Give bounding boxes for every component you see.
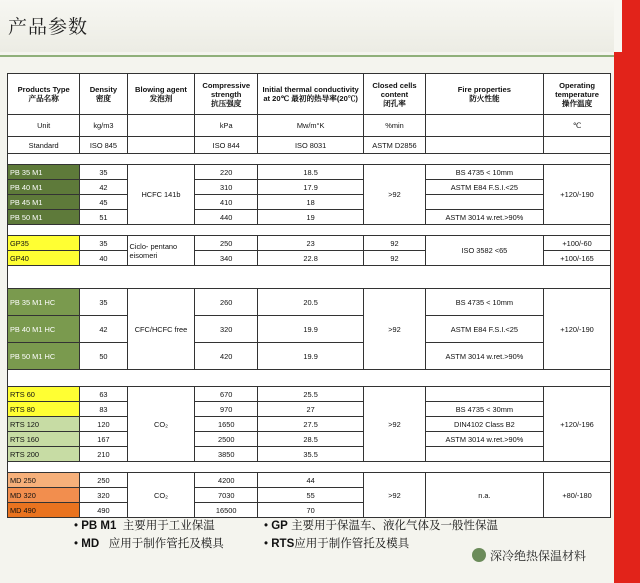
closed-cells: >92 bbox=[364, 387, 425, 462]
density: 35 bbox=[80, 236, 127, 251]
fire bbox=[425, 387, 543, 402]
legend-code: MD bbox=[81, 538, 100, 550]
thermal: 22.8 bbox=[257, 251, 363, 266]
thermal: 17.9 bbox=[257, 180, 363, 195]
page-title: 产品参数 bbox=[8, 16, 89, 38]
compressive: 420 bbox=[195, 343, 257, 370]
legend-desc: 主要用于工业保温 bbox=[122, 520, 215, 532]
thermal: 20.5 bbox=[257, 289, 363, 316]
closed-cells: >92 bbox=[364, 473, 425, 518]
unit-cell bbox=[127, 115, 195, 137]
legend-code: PB M1 bbox=[81, 520, 117, 532]
density: 42 bbox=[80, 316, 127, 343]
standard-cell bbox=[544, 137, 611, 154]
unit-cell: kg/m3 bbox=[80, 115, 127, 137]
unit-cell: Unit bbox=[8, 115, 80, 137]
operating-temp: +80/-180 bbox=[544, 473, 611, 518]
fire: ASTM 3014 w.ret.>90% bbox=[425, 210, 543, 225]
product-name: RTS 60 bbox=[8, 387, 80, 402]
thermal: 19.9 bbox=[257, 343, 363, 370]
product-name: MD 320 bbox=[8, 488, 80, 503]
fire: n.a. bbox=[425, 473, 543, 518]
density: 51 bbox=[80, 210, 127, 225]
thermal: 44 bbox=[257, 473, 363, 488]
product-name: RTS 120 bbox=[8, 417, 80, 432]
density: 35 bbox=[80, 289, 127, 316]
compressive: 16500 bbox=[195, 503, 257, 518]
unit-cell: %min bbox=[364, 115, 425, 137]
compressive: 2500 bbox=[195, 432, 257, 447]
legend-code: GP bbox=[271, 520, 288, 532]
blowing-agent: Ciclo- pentano eisomeri bbox=[127, 236, 195, 266]
unit-cell: Mw/m°K bbox=[257, 115, 363, 137]
thermal: 27.5 bbox=[257, 417, 363, 432]
fire: BS 4735 < 30mm bbox=[425, 402, 543, 417]
fire: ASTM 3014 w.ret.>90% bbox=[425, 343, 543, 370]
product-name: MD 490 bbox=[8, 503, 80, 518]
density: 45 bbox=[80, 195, 127, 210]
product-name: RTS 80 bbox=[8, 402, 80, 417]
spacer-row bbox=[8, 154, 611, 165]
blowing-agent: CFC/HCFC free bbox=[127, 289, 195, 370]
thermal: 18.5 bbox=[257, 165, 363, 180]
header-bar bbox=[0, 0, 614, 52]
density: 320 bbox=[80, 488, 127, 503]
header-fire: Fire properties 防火性能 bbox=[425, 74, 543, 115]
operating-temp: +100/-165 bbox=[544, 251, 611, 266]
standard-cell bbox=[425, 137, 543, 154]
fire: ISO 3582 <65 bbox=[425, 236, 543, 266]
operating-temp: +120/-190 bbox=[544, 289, 611, 370]
unit-cell bbox=[425, 115, 543, 137]
thermal: 35.5 bbox=[257, 447, 363, 462]
density: 63 bbox=[80, 387, 127, 402]
product-name: PB 35 M1 HC bbox=[8, 289, 80, 316]
closed-cells: 92 bbox=[364, 251, 425, 266]
unit-cell: ℃ bbox=[544, 115, 611, 137]
red-side-bar bbox=[614, 0, 640, 583]
thermal: 55 bbox=[257, 488, 363, 503]
header-thermal: Initial thermal conductivity at 20℃ 最初的热导率(20℃) bbox=[257, 74, 363, 115]
fire: ASTM E84 F.S.I.<25 bbox=[425, 316, 543, 343]
fire: BS 4735 < 10mm bbox=[425, 289, 543, 316]
spacer-row bbox=[8, 370, 611, 387]
header-divider bbox=[0, 55, 614, 57]
standard-cell: Standard bbox=[8, 137, 80, 154]
product-name: RTS 160 bbox=[8, 432, 80, 447]
density: 42 bbox=[80, 180, 127, 195]
watermark-text: 深冷绝热保温材料 bbox=[490, 549, 587, 563]
thermal: 70 bbox=[257, 503, 363, 518]
header-closed-cells: Closed cells content 闭孔率 bbox=[364, 74, 425, 115]
legend-desc: 应用于制作管托及模具 bbox=[108, 538, 224, 550]
density: 40 bbox=[80, 251, 127, 266]
watermark bbox=[472, 547, 586, 564]
header-temperature: Operating temperature 操作温度 bbox=[544, 74, 611, 115]
thermal: 18 bbox=[257, 195, 363, 210]
standard-cell: ISO 8031 bbox=[257, 137, 363, 154]
product-name: GP35 bbox=[8, 236, 80, 251]
operating-temp: +100/-60 bbox=[544, 236, 611, 251]
legend-code: RTS bbox=[271, 538, 295, 550]
compressive: 260 bbox=[195, 289, 257, 316]
thermal: 28.5 bbox=[257, 432, 363, 447]
thermal: 25.5 bbox=[257, 387, 363, 402]
compressive: 3850 bbox=[195, 447, 257, 462]
fire: DIN4102 Class B2 bbox=[425, 417, 543, 432]
spacer-row bbox=[8, 266, 611, 289]
standard-cell bbox=[127, 137, 195, 154]
operating-temp: +120/-190 bbox=[544, 165, 611, 225]
product-name: PB 40 M1 HC bbox=[8, 316, 80, 343]
wechat-icon bbox=[472, 548, 486, 562]
product-name: PB 50 M1 HC bbox=[8, 343, 80, 370]
density: 490 bbox=[80, 503, 127, 518]
header-blowing-agent: Blowing agent 发泡剂 bbox=[127, 74, 195, 115]
density: 35 bbox=[80, 165, 127, 180]
product-name: PB 40 M1 bbox=[8, 180, 80, 195]
compressive: 7030 bbox=[195, 488, 257, 503]
closed-cells: >92 bbox=[364, 165, 425, 225]
density: 120 bbox=[80, 417, 127, 432]
product-name: GP40 bbox=[8, 251, 80, 266]
product-name: PB 35 M1 bbox=[8, 165, 80, 180]
density: 167 bbox=[80, 432, 127, 447]
fire: ASTM 3014 w.ret.>90% bbox=[425, 432, 543, 447]
spacer-row bbox=[8, 462, 611, 473]
product-name: MD 250 bbox=[8, 473, 80, 488]
compressive: 220 bbox=[195, 165, 257, 180]
product-table bbox=[7, 73, 611, 518]
fire bbox=[425, 195, 543, 210]
standard-cell: ISO 844 bbox=[195, 137, 257, 154]
legend-desc: 主要用于保温车、液化气体及一般性保温 bbox=[291, 520, 499, 532]
density: 210 bbox=[80, 447, 127, 462]
compressive: 340 bbox=[195, 251, 257, 266]
compressive: 250 bbox=[195, 236, 257, 251]
compressive: 410 bbox=[195, 195, 257, 210]
header-density: Density 密度 bbox=[80, 74, 127, 115]
standard-cell: ASTM D2856 bbox=[364, 137, 425, 154]
unit-cell: kPa bbox=[195, 115, 257, 137]
closed-cells: 92 bbox=[364, 236, 425, 251]
legend-desc: 应用于制作管托及模具 bbox=[294, 538, 410, 550]
fire: BS 4735 < 10mm bbox=[425, 165, 543, 180]
compressive: 440 bbox=[195, 210, 257, 225]
closed-cells: >92 bbox=[364, 289, 425, 370]
fire: ASTM E84 F.S.I.<25 bbox=[425, 180, 543, 195]
blowing-agent: CO₂ bbox=[127, 387, 195, 462]
blowing-agent: CO₂ bbox=[127, 473, 195, 518]
fire bbox=[425, 447, 543, 462]
thermal: 19 bbox=[257, 210, 363, 225]
density: 83 bbox=[80, 402, 127, 417]
header-compressive: Compressive strength 抗压强度 bbox=[195, 74, 257, 115]
product-name: RTS 200 bbox=[8, 447, 80, 462]
compressive: 670 bbox=[195, 387, 257, 402]
legend: • PB M1 主要用于工业保温 • GP 主要用于保温车、液化气体及一般性保温 • MD 应用于制作管托及模具 • RTS应用于制作管托及模具 bbox=[74, 520, 499, 550]
thermal: 19.9 bbox=[257, 316, 363, 343]
thermal: 23 bbox=[257, 236, 363, 251]
density: 250 bbox=[80, 473, 127, 488]
compressive: 1650 bbox=[195, 417, 257, 432]
standard-cell: ISO 845 bbox=[80, 137, 127, 154]
operating-temp: +120/-196 bbox=[544, 387, 611, 462]
product-name: PB 50 M1 bbox=[8, 210, 80, 225]
compressive: 320 bbox=[195, 316, 257, 343]
compressive: 4200 bbox=[195, 473, 257, 488]
spacer-row bbox=[8, 225, 611, 236]
density: 50 bbox=[80, 343, 127, 370]
compressive: 970 bbox=[195, 402, 257, 417]
compressive: 310 bbox=[195, 180, 257, 195]
product-name: PB 45 M1 bbox=[8, 195, 80, 210]
header-products-type: Products Type 产品名称 bbox=[8, 74, 80, 115]
blowing-agent: HCFC 141b bbox=[127, 165, 195, 225]
thermal: 27 bbox=[257, 402, 363, 417]
